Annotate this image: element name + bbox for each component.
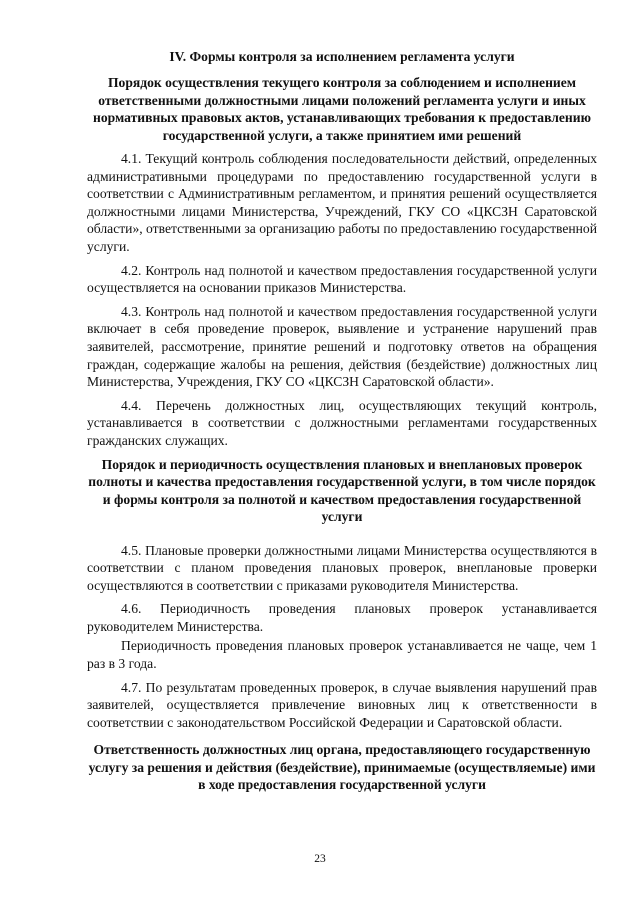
paragraph-4-7: 4.7. По результатам проведенных проверок, в случае выявления нарушений прав заявителей, осуществляется привлечение виновных лиц к ответственности в соответствии с законодательством Российской Федерации и Саратовской области.	[87, 679, 597, 730]
subsection-heading-inspections: Порядок и периодичность осуществления плановых и внеплановых проверок полноты и качества предоставления государственной услуги, в том числе порядок и формы контроля за полнотой и качеством предоставления государственной услуги	[88, 456, 596, 524]
page-number: 23	[314, 853, 326, 865]
paragraph-4-3: 4.3. Контроль над полнотой и качеством предоставления государственной услуги включает в себя проведение проверок, выявление и устранение нарушений прав заявителей, рассмотрение, принятие решений и подготовку ответов на обращения граждан, содержащие жалобы на решения, действия (бездействие) должностных лиц Министерства, Учреждения, ГКУ СО «ЦКСЗН Саратовской области».	[87, 303, 597, 390]
paragraph-4-5: 4.5. Плановые проверки должностными лицами Министерства осуществляются в соответствии с планом проведения плановых проверок, внеплановые проверки осуществляются в соответствии с приказами руководителя Министерства.	[87, 542, 597, 593]
paragraph-4-1: 4.1. Текущий контроль соблюдения последовательности действий, определенных административными процедурами по предоставлению государственной услуги в соответствии с Административным регламентом, и принятия решений осуществляется должностными лицами Министерства, Учреждений, ГКУ СО «ЦКСЗН Саратовской области», ответственными за организацию работы по предоставлению государственной услуги.	[87, 151, 597, 254]
paragraph-4-4: 4.4. Перечень должностных лиц, осуществляющих текущий контроль, устанавливается в соответствии с должностными регламентами государственных гражданских служащих.	[87, 397, 597, 448]
page-content	[87, 48, 597, 800]
paragraph-4-6-periodicity: Периодичность проведения плановых проверок устанавливается не чаще, чем 1 раз в 3 года.	[87, 638, 597, 672]
subsection-heading-responsibility: Ответственность должностных лиц органа, предоставляющего государственную услугу за решения и действия (бездействие), принимаемые (осуществляемые) ими в ходе предоставления государственной услуги	[88, 742, 596, 793]
section-title: IV. Формы контроля за исполнением регламента услуги	[169, 49, 515, 64]
paragraph-4-2: 4.2. Контроль над полнотой и качеством предоставления государственной услуги осуществляется на основании приказов Министерства.	[87, 262, 597, 296]
paragraph-4-6: 4.6. Периодичность проведения плановых проверок устанавливается руководителем Министерства.	[87, 601, 597, 634]
subsection-heading-current-control: Порядок осуществления текущего контроля за соблюдением и исполнением ответственными должностными лицами положений регламента услуги и иных нормативных правовых актов, устанавливающих требования к предоставлению государственной услуги, а также принятием ими решений	[93, 75, 591, 143]
